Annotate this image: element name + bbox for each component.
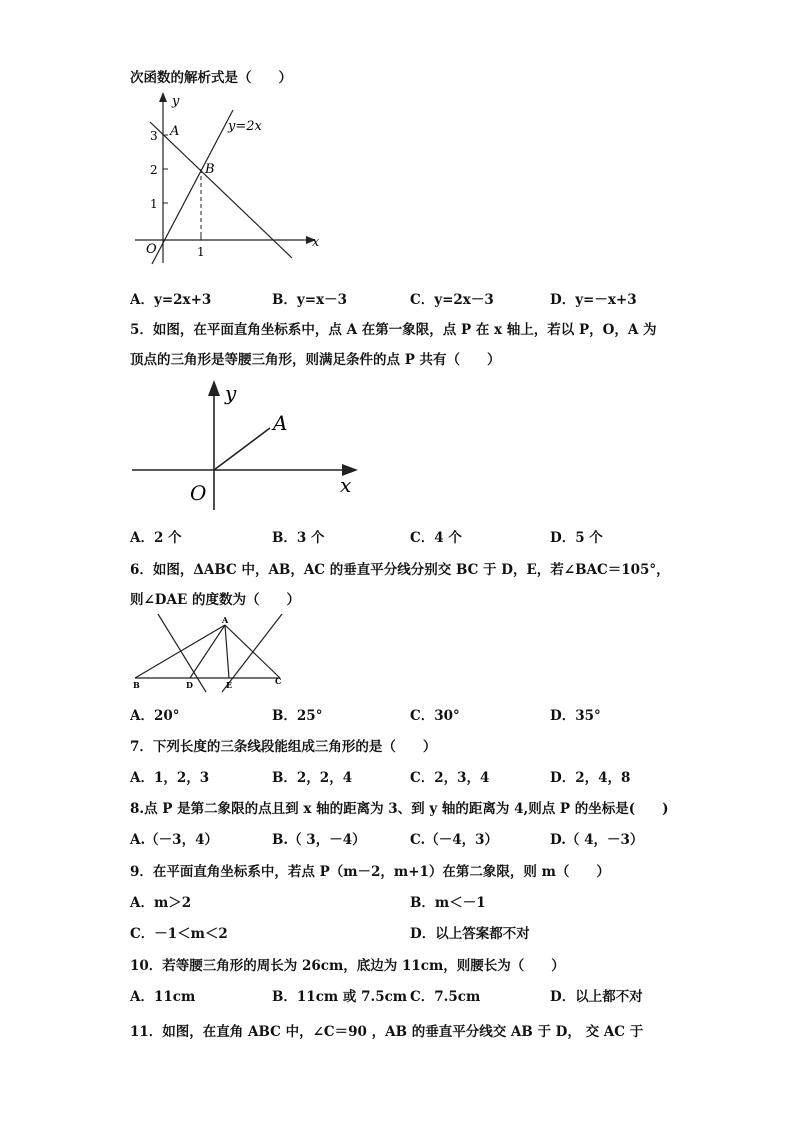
q10-option-b[interactable]: B．11cm 或 7.5cm: [272, 989, 408, 1005]
q4-y-arrow: [159, 92, 167, 102]
q8-option-d[interactable]: D.（ 4，－3）: [550, 832, 644, 848]
q8-stem: 8.点 P 是第二象限的点且到 x 轴的距离为 3、到 y 轴的距离为 4,则点 P 的坐标是( ): [130, 801, 669, 817]
q9-stem: 9．在平面直角坐标系中，若点 P（m－2，m+1）在第二象限，则 m（ ）: [130, 864, 610, 880]
q4-line-ab: [150, 122, 292, 258]
q5-option-d[interactable]: D．5 个: [550, 530, 603, 546]
q4-line-y2x: [152, 110, 233, 264]
q4-option-a[interactable]: A．y=2x+3: [130, 292, 212, 308]
q11-stem: 11．如图，在直角 ABC 中，∠C＝90 ，AB 的垂直平分线交 AB 于 D， 交 AC 于: [130, 1024, 644, 1040]
q5-stem-line1: 5．如图，在平面直角坐标系中，点 A 在第一象限，点 P 在 x 轴上，若以 P，O，A 为: [130, 322, 657, 338]
q5-stem-line2: 顶点的三角形是等腰三角形，则满足条件的点 P 共有（ ）: [130, 352, 501, 368]
q8-option-b[interactable]: B.（ 3，－4）: [272, 832, 366, 848]
q4-figure: [130, 88, 330, 268]
q8-option-a[interactable]: A.（－3，4）: [130, 832, 218, 848]
q4-origin-label: O: [146, 242, 157, 257]
q5-option-b[interactable]: B．3 个: [272, 530, 325, 546]
q9-option-c[interactable]: C．－1＜m＜2: [130, 926, 228, 942]
q4-tick-x-1: 1: [197, 245, 205, 259]
q4-point-a: A: [170, 124, 180, 139]
q4-tick-y-2: 2: [150, 163, 158, 177]
q6-segment-ab: [135, 625, 225, 678]
q6-label-a: A: [222, 615, 229, 625]
q10-stem: 10．若等腰三角形的周长为 26cm，底边为 11cm，则腰长为（ ）: [130, 958, 565, 974]
q5-segment-oa: [214, 428, 270, 470]
q6-bisector-ab: [158, 614, 206, 692]
q4-option-b[interactable]: B．y=x－3: [272, 292, 348, 308]
q5-point-a: A: [273, 411, 288, 435]
q7-option-d[interactable]: D．2，4，8: [550, 770, 631, 786]
q7-option-b[interactable]: B．2，2，4: [272, 770, 353, 786]
q7-option-a[interactable]: A．1，2，3: [130, 770, 210, 786]
q5-y-label: y: [225, 381, 237, 405]
q4-line-label: y=2x: [228, 119, 262, 134]
q9-option-d[interactable]: D．以上答案都不对: [410, 926, 530, 942]
q4-y-label: y: [172, 94, 180, 109]
q10-option-a[interactable]: A．11cm: [130, 989, 196, 1005]
q4-x-label: x: [312, 235, 320, 250]
q4-tick-y-3: 3: [150, 129, 158, 143]
q6-stem-line2: 则∠DAE 的度数为（ ）: [130, 592, 300, 608]
q5-option-a[interactable]: A．2 个: [130, 530, 182, 546]
q6-label-b: B: [133, 680, 140, 690]
q6-label-d: D: [186, 680, 193, 690]
q4-tick-y-1: 1: [150, 197, 158, 211]
q5-y-arrow: [208, 380, 220, 396]
q9-option-b[interactable]: B．m＜－1: [410, 895, 486, 911]
q6-label-e: E: [226, 680, 233, 690]
q4-stem: 次函数的解析式是（ ）: [130, 70, 292, 86]
q4-point-b: B: [205, 162, 215, 177]
q8-option-c[interactable]: C.（－4，3）: [410, 832, 498, 848]
q10-option-d[interactable]: D．以上都不对: [550, 989, 643, 1005]
q5-origin-label: O: [190, 481, 207, 505]
q6-option-b[interactable]: B．25°: [272, 708, 323, 724]
q4-option-c[interactable]: C．y=2x－3: [410, 292, 494, 308]
q6-stem-line1: 6．如图，ΔABC 中，AB，AC 的垂直平分线分别交 BC 于 D，E，若∠BAC＝105°，: [130, 562, 670, 578]
q6-option-a[interactable]: A．20°: [130, 708, 180, 724]
q6-segment-ae: [225, 625, 229, 678]
q6-option-d[interactable]: D．35°: [550, 708, 601, 724]
q10-option-c[interactable]: C．7.5cm: [410, 989, 481, 1005]
q5-x-label: x: [340, 473, 352, 497]
q5-option-c[interactable]: C．4 个: [410, 530, 462, 546]
q5-figure: [130, 372, 370, 512]
q7-option-c[interactable]: C．2，3，4: [410, 770, 490, 786]
q6-label-c: C: [275, 676, 282, 686]
q9-option-a[interactable]: A．m＞2: [130, 895, 192, 911]
q6-segment-ad: [190, 625, 225, 678]
q6-option-c[interactable]: C．30°: [410, 708, 460, 724]
q7-stem: 7．下列长度的三条线段能组成三角形的是（ ）: [130, 739, 437, 755]
q4-option-d[interactable]: D．y=－x+3: [550, 292, 637, 308]
q6-figure: [130, 612, 290, 692]
